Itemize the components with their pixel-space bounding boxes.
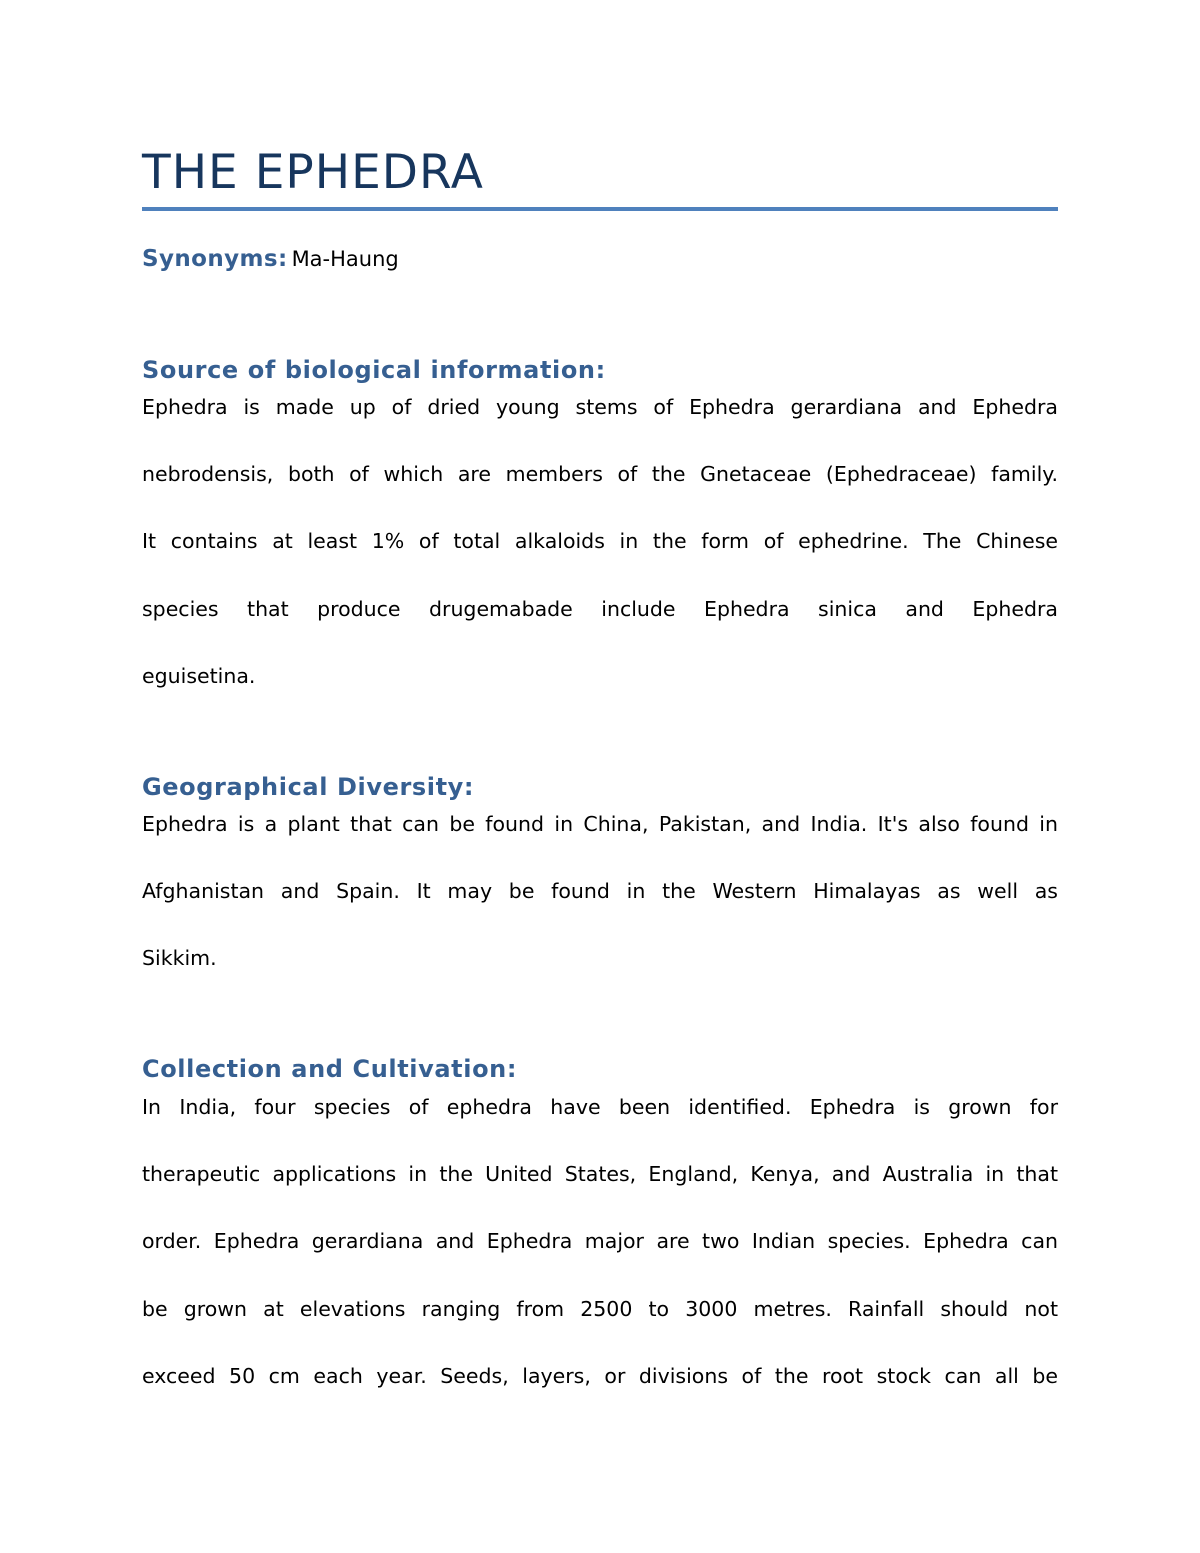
document-title: THE EPHEDRA [142,145,484,200]
body-line: exceed 50 cm each year. Seeds, layers, or divisions of the root stock can all be [142,1363,1058,1388]
synonyms-line [142,240,1058,281]
synonyms-label: Synonyms: [142,246,288,272]
body-line: eguisetina. [142,663,256,688]
body-line: therapeutic applications in the United States, England, Kenya, and Australia in that [142,1162,1058,1187]
body-line: species that produce drugemabade include Ephedra sinica and Ephedra [142,596,1058,621]
body-line: order. Ephedra gerardiana and Ephedra major are two Indian species. Ephedra can [142,1229,1058,1254]
body-line: Ephedra is made up of dried young stems of Ephedra gerardiana and Ephedra [142,395,1058,419]
section-body-geography [142,791,1058,993]
body-line: be grown at elevations ranging from 2500 to 3000 metres. Rainfall should not [142,1296,1058,1321]
section-heading-source: Source of biological information: [142,356,606,384]
body-line: It contains at least 1% of total alkaloids in the form of ephedrine. The Chinese [142,529,1058,554]
body-line: Afghanistan and Spain. It may be found in the Western Himalayas as well as [142,879,1058,904]
body-line: nebrodensis, both of which are members of the Gnetaceae (Ephedraceae) family. [142,462,1058,487]
body-line: Ephedra is a plant that can be found in China, Pakistan, and India. It's also found in [142,812,1058,836]
title-underline-rule [142,207,1058,211]
body-line: In India, four species of ephedra have been identified. Ephedra is grown for [142,1095,1058,1119]
section-heading-cultivation: Collection and Cultivation: [142,1055,518,1083]
section-body-source [142,374,1058,710]
section-heading-geography: Geographical Diversity: [142,773,475,801]
synonyms-value: Ma-Haung [291,247,399,271]
section-body-cultivation [142,1074,1058,1410]
body-line: Sikkim. [142,946,217,971]
